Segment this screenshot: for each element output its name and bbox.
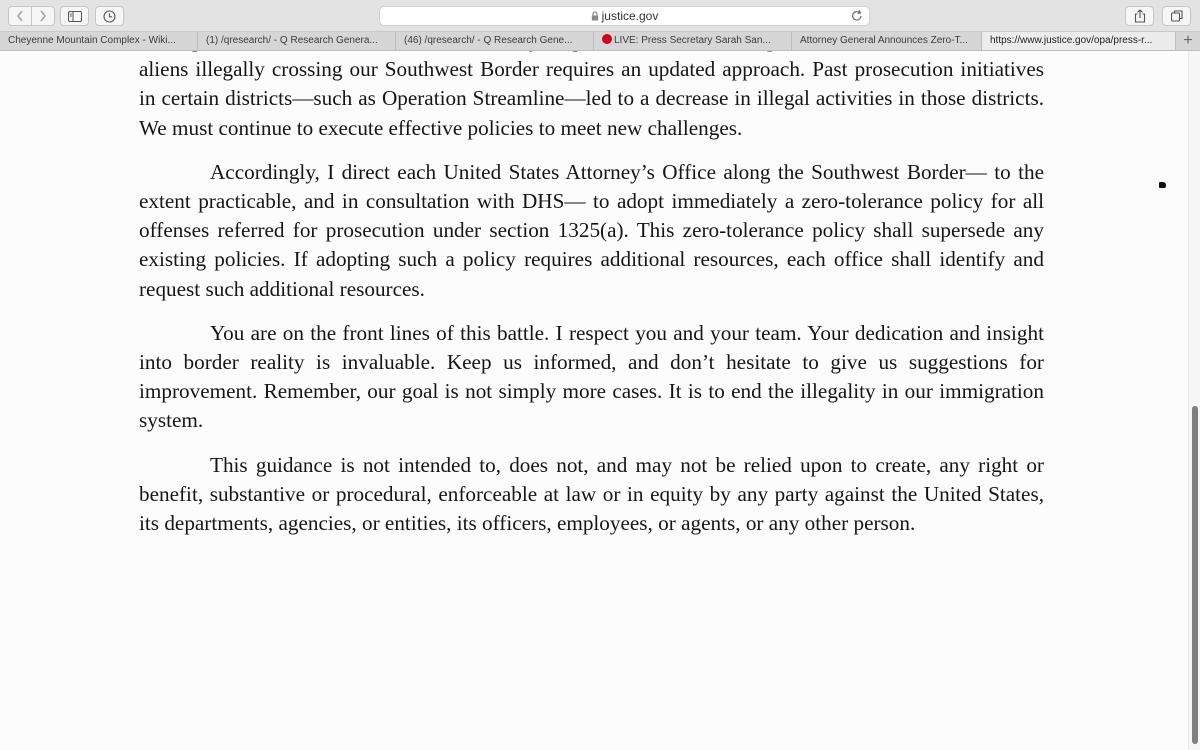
scrollbar[interactable] xyxy=(1188,51,1200,750)
reload-button[interactable] xyxy=(851,9,863,22)
lock-icon xyxy=(591,11,599,21)
tab-label: https://www.justice.gov/opa/press-r... xyxy=(990,35,1153,46)
live-indicator-icon xyxy=(602,34,612,44)
tabs-overview-icon xyxy=(1171,10,1183,22)
address-bar[interactable] xyxy=(379,6,870,26)
tab-qresearch-1[interactable] xyxy=(198,32,396,50)
tab-label: Cheyenne Mountain Complex - Wiki... xyxy=(8,35,176,46)
share-icon xyxy=(1134,9,1146,23)
tab-label: LIVE: Press Secretary Sarah San... xyxy=(614,35,771,46)
tab-bar xyxy=(0,32,1200,51)
tab-label: Attorney General Announces Zero-T... xyxy=(800,35,968,46)
nav-buttons xyxy=(8,6,55,26)
tab-qresearch-46[interactable] xyxy=(396,32,594,50)
tab-live-press[interactable] xyxy=(594,32,792,50)
tabs-overview-button[interactable] xyxy=(1162,6,1191,26)
browser-toolbar xyxy=(0,0,1200,32)
paragraph: aliens illegally crossing our Southwest Border requires an updated approach. Past prosecution initiatives in certain districts—such as Operation Streamline—led to a decrease in illegal activities in those districts. We must continue to execute effective policies to meet new challenges. xyxy=(139,57,1044,140)
history-button[interactable] xyxy=(95,6,124,26)
tab-label: (46) /qresearch/ - Q Research Gene... xyxy=(404,35,573,46)
paragraph: You are on the front lines of this battle. I respect you and your team. Your dedication and insight into border reality is invaluable. Keep us informed, and don’t hesitate to give us suggestions for improvement. Remember, our goal is not simply more cases. It is to end the illegality in our immigration system. xyxy=(139,320,1044,433)
tab-attorney-general[interactable] xyxy=(792,32,982,50)
forward-button[interactable] xyxy=(31,7,54,25)
back-button[interactable] xyxy=(9,7,31,25)
history-icon xyxy=(103,10,116,23)
ink-mark xyxy=(1159,182,1166,188)
new-tab-button[interactable]: + xyxy=(1183,32,1193,49)
forward-icon xyxy=(39,10,47,22)
paragraph: This guidance is not intended to, does not, and may not be relied upon to create, any right or benefit, substantive or procedural, enforceable at law or in equity by any party against the United States, its departments, agencies, or entities, its officers, employees, or agents, or any other person. xyxy=(139,452,1044,536)
scroll-thumb[interactable] xyxy=(1192,406,1198,744)
page-content xyxy=(0,51,1188,750)
tab-justice-press[interactable] xyxy=(982,32,1176,50)
paragraph: Accordingly, I direct each United States Attorney’s Office along the Southwest Border— to the extent practicable, and in consultation with DHS— to adopt immediately a zero-tolerance policy for all offenses referred for prosecution under section 1325(a). This zero-tolerance policy shall supersede any existing policies. If adopting such a policy requires additional resources, each office shall identify and request such additional resources. xyxy=(139,159,1044,301)
back-icon xyxy=(16,10,24,22)
sidebar-button[interactable] xyxy=(60,6,89,26)
sidebar-icon xyxy=(68,11,82,22)
tab-cheyenne[interactable] xyxy=(0,32,198,50)
share-button[interactable] xyxy=(1125,6,1154,26)
tab-label: (1) /qresearch/ - Q Research Genera... xyxy=(206,35,378,46)
reload-icon xyxy=(851,9,863,22)
url-text: justice.gov xyxy=(601,9,659,23)
document-body xyxy=(139,51,1044,538)
